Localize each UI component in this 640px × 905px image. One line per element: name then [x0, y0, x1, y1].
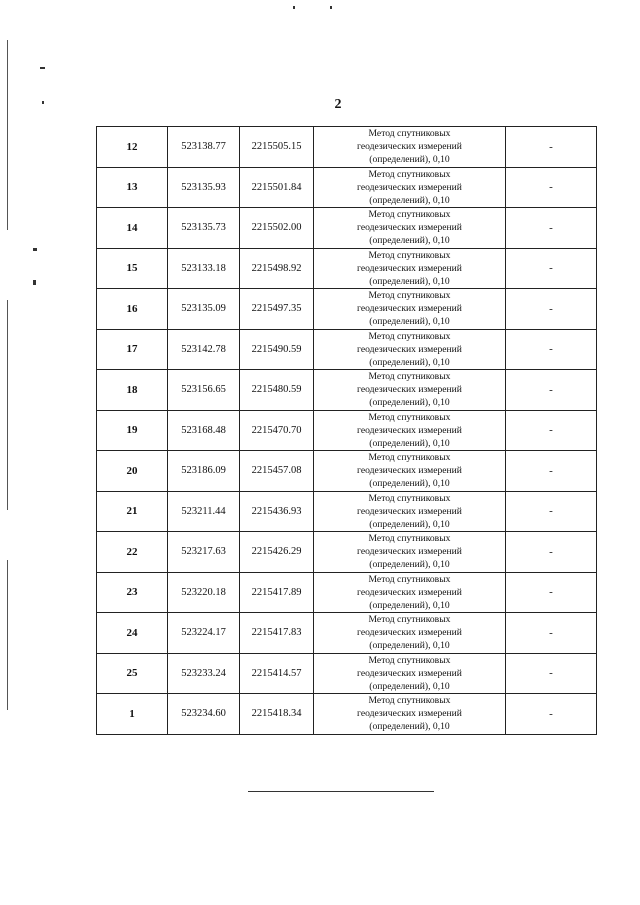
- y-coordinate-cell: 2215498.92: [240, 248, 314, 289]
- table-row: [97, 451, 597, 492]
- note-cell: -: [506, 572, 597, 613]
- table-row: [97, 167, 597, 208]
- note-cell: -: [506, 248, 597, 289]
- y-coordinate-cell: 2215436.93: [240, 491, 314, 532]
- method-text-line: (определений), 0,10: [369, 478, 450, 490]
- y-coordinate-cell: 2215480.59: [240, 370, 314, 411]
- method-text-line: геодезических измерений: [357, 546, 462, 558]
- point-number-cell: 25: [97, 653, 168, 694]
- method-text-line: геодезических измерений: [357, 505, 462, 517]
- note-cell: -: [506, 491, 597, 532]
- point-number-cell: 16: [97, 289, 168, 330]
- note-cell: -: [506, 613, 597, 654]
- note-cell: -: [506, 653, 597, 694]
- table-row: [97, 694, 597, 735]
- y-coordinate-cell: 2215470.70: [240, 410, 314, 451]
- method-cell: [314, 370, 506, 411]
- method-text-line: геодезических измерений: [357, 141, 462, 153]
- note-cell: -: [506, 370, 597, 411]
- table-row: [97, 613, 597, 654]
- method-cell: [314, 289, 506, 330]
- x-coordinate-cell: 523135.93: [168, 167, 240, 208]
- method-text-line: геодезических измерений: [357, 586, 462, 598]
- table-row: [97, 370, 597, 411]
- method-cell: [314, 532, 506, 573]
- method-text-line: Метод спутниковых: [368, 371, 451, 383]
- y-coordinate-cell: 2215418.34: [240, 694, 314, 735]
- note-cell: -: [506, 451, 597, 492]
- note-cell: -: [506, 127, 597, 168]
- table-row: [97, 289, 597, 330]
- method-text-line: (определений), 0,10: [369, 518, 450, 530]
- method-text-line: (определений), 0,10: [369, 599, 450, 611]
- y-coordinate-cell: 2215497.35: [240, 289, 314, 330]
- y-coordinate-cell: 2215501.84: [240, 167, 314, 208]
- y-coordinate-cell: 2215505.15: [240, 127, 314, 168]
- method-cell: [314, 572, 506, 613]
- method-text-line: геодезических измерений: [357, 303, 462, 315]
- method-cell: [314, 694, 506, 735]
- x-coordinate-cell: 523138.77: [168, 127, 240, 168]
- coordinates-table-body: [97, 127, 597, 735]
- method-cell: [314, 248, 506, 289]
- table-row: [97, 127, 597, 168]
- method-text-line: Метод спутниковых: [368, 614, 451, 626]
- scan-speck: [40, 67, 45, 69]
- scan-speck: [330, 6, 332, 9]
- note-cell: -: [506, 329, 597, 370]
- method-text-line: Метод спутниковых: [368, 573, 451, 585]
- x-coordinate-cell: 523233.24: [168, 653, 240, 694]
- method-text-line: геодезических измерений: [357, 424, 462, 436]
- method-text-line: геодезических измерений: [357, 384, 462, 396]
- x-coordinate-cell: 523186.09: [168, 451, 240, 492]
- x-coordinate-cell: 523135.09: [168, 289, 240, 330]
- method-text-line: Метод спутниковых: [368, 492, 451, 504]
- note-cell: -: [506, 289, 597, 330]
- method-text-line: Метод спутниковых: [368, 168, 451, 180]
- scan-speck: [33, 248, 37, 251]
- method-text-line: Метод спутниковых: [368, 209, 451, 221]
- method-text-line: Метод спутниковых: [368, 290, 451, 302]
- point-number-cell: 15: [97, 248, 168, 289]
- table-row: [97, 329, 597, 370]
- closing-rule: [248, 791, 434, 792]
- scan-edge-line: [7, 560, 8, 710]
- note-cell: -: [506, 532, 597, 573]
- scan-speck: [33, 280, 36, 285]
- method-cell: [314, 167, 506, 208]
- method-text-line: (определений), 0,10: [369, 154, 450, 166]
- method-cell: [314, 329, 506, 370]
- x-coordinate-cell: 523142.78: [168, 329, 240, 370]
- y-coordinate-cell: 2215426.29: [240, 532, 314, 573]
- method-text-line: (определений), 0,10: [369, 680, 450, 692]
- method-text-line: (определений), 0,10: [369, 356, 450, 368]
- method-text-line: (определений), 0,10: [369, 640, 450, 652]
- note-cell: -: [506, 694, 597, 735]
- table-row: [97, 248, 597, 289]
- method-text-line: Метод спутниковых: [368, 330, 451, 342]
- method-text-line: Метод спутниковых: [368, 411, 451, 423]
- table-row: [97, 572, 597, 613]
- scan-speck: [293, 6, 295, 9]
- method-text-line: (определений), 0,10: [369, 397, 450, 409]
- method-text-line: геодезических измерений: [357, 627, 462, 639]
- method-text-line: геодезических измерений: [357, 465, 462, 477]
- point-number-cell: 14: [97, 208, 168, 249]
- note-cell: -: [506, 410, 597, 451]
- scan-edge-line: [7, 300, 8, 510]
- table-row: [97, 653, 597, 694]
- note-cell: -: [506, 208, 597, 249]
- page-number: 2: [334, 97, 342, 112]
- point-number-cell: 24: [97, 613, 168, 654]
- method-text-line: (определений), 0,10: [369, 194, 450, 206]
- method-text-line: (определений), 0,10: [369, 235, 450, 247]
- y-coordinate-cell: 2215414.57: [240, 653, 314, 694]
- point-number-cell: 20: [97, 451, 168, 492]
- x-coordinate-cell: 523211.44: [168, 491, 240, 532]
- point-number-cell: 12: [97, 127, 168, 168]
- x-coordinate-cell: 523168.48: [168, 410, 240, 451]
- table-row: [97, 532, 597, 573]
- point-number-cell: 21: [97, 491, 168, 532]
- x-coordinate-cell: 523220.18: [168, 572, 240, 613]
- method-text-line: Метод спутниковых: [368, 452, 451, 464]
- y-coordinate-cell: 2215502.00: [240, 208, 314, 249]
- point-number-cell: 22: [97, 532, 168, 573]
- note-cell: -: [506, 167, 597, 208]
- method-text-line: Метод спутниковых: [368, 128, 451, 140]
- method-text-line: (определений), 0,10: [369, 559, 450, 571]
- y-coordinate-cell: 2215490.59: [240, 329, 314, 370]
- x-coordinate-cell: 523156.65: [168, 370, 240, 411]
- x-coordinate-cell: 523133.18: [168, 248, 240, 289]
- scan-edge-line: [7, 40, 8, 230]
- method-text-line: геодезических измерений: [357, 222, 462, 234]
- x-coordinate-cell: 523234.60: [168, 694, 240, 735]
- method-text-line: геодезических измерений: [357, 343, 462, 355]
- y-coordinate-cell: 2215417.89: [240, 572, 314, 613]
- method-text-line: Метод спутниковых: [368, 249, 451, 261]
- x-coordinate-cell: 523224.17: [168, 613, 240, 654]
- table-row: [97, 491, 597, 532]
- x-coordinate-cell: 523217.63: [168, 532, 240, 573]
- y-coordinate-cell: 2215417.83: [240, 613, 314, 654]
- x-coordinate-cell: 523135.73: [168, 208, 240, 249]
- method-text-line: (определений), 0,10: [369, 316, 450, 328]
- method-text-line: геодезических измерений: [357, 708, 462, 720]
- method-text-line: геодезических измерений: [357, 667, 462, 679]
- method-cell: [314, 491, 506, 532]
- point-number-cell: 1: [97, 694, 168, 735]
- method-cell: [314, 410, 506, 451]
- table-row: [97, 410, 597, 451]
- method-cell: [314, 613, 506, 654]
- method-cell: [314, 653, 506, 694]
- point-number-cell: 19: [97, 410, 168, 451]
- method-cell: [314, 208, 506, 249]
- method-cell: [314, 127, 506, 168]
- point-number-cell: 23: [97, 572, 168, 613]
- coordinates-table: [96, 126, 597, 735]
- method-text-line: Метод спутниковых: [368, 533, 451, 545]
- method-text-line: геодезических измерений: [357, 262, 462, 274]
- method-text-line: (определений), 0,10: [369, 721, 450, 733]
- method-cell: [314, 451, 506, 492]
- method-text-line: Метод спутниковых: [368, 654, 451, 666]
- table-row: [97, 208, 597, 249]
- method-text-line: Метод спутниковых: [368, 695, 451, 707]
- scan-speck: [42, 101, 44, 104]
- method-text-line: геодезических измерений: [357, 181, 462, 193]
- point-number-cell: 18: [97, 370, 168, 411]
- method-text-line: (определений), 0,10: [369, 437, 450, 449]
- method-text-line: (определений), 0,10: [369, 275, 450, 287]
- point-number-cell: 13: [97, 167, 168, 208]
- y-coordinate-cell: 2215457.08: [240, 451, 314, 492]
- point-number-cell: 17: [97, 329, 168, 370]
